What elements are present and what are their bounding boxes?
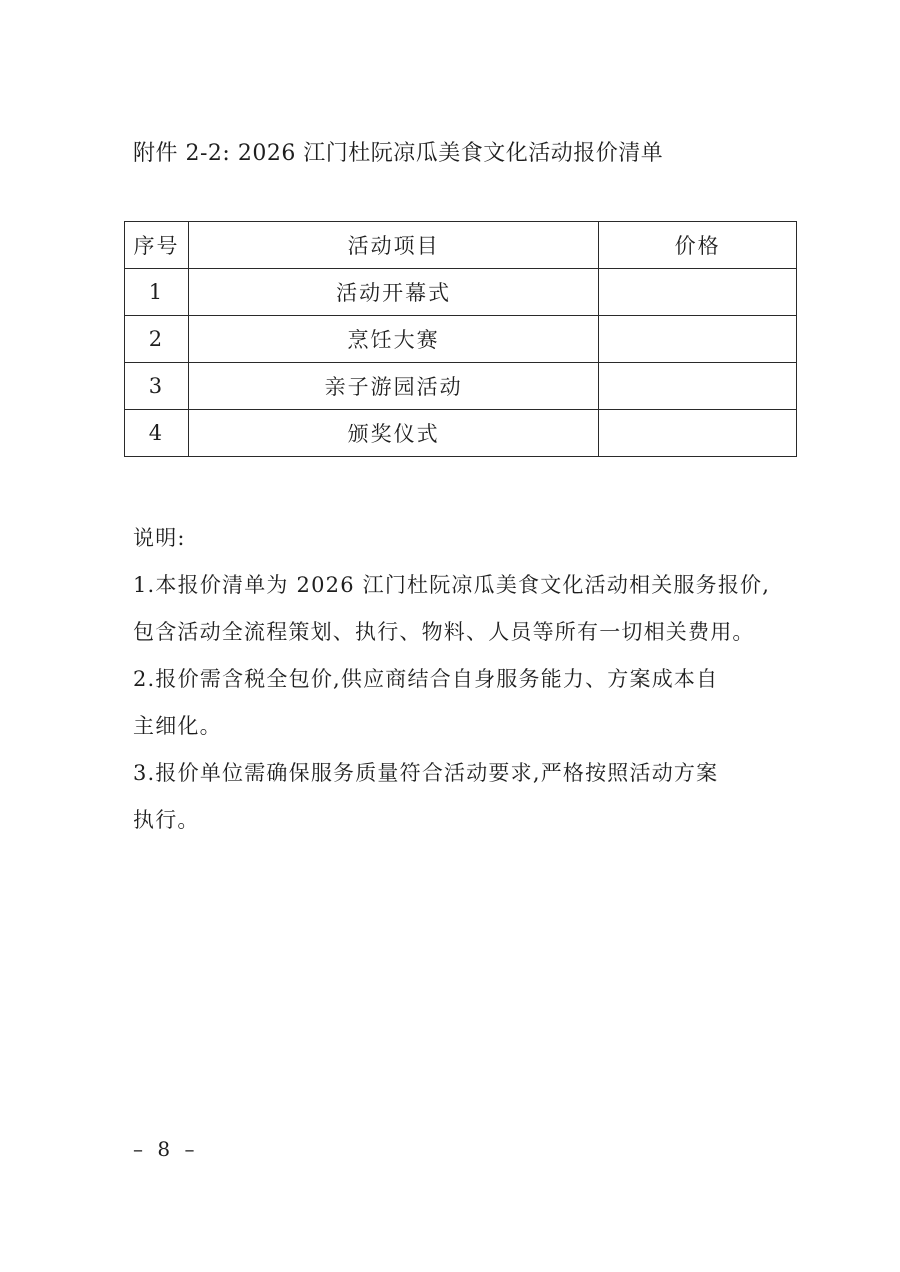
row-item: 烹饪大赛 (188, 316, 598, 363)
row-index: 4 (125, 410, 189, 457)
table-header-row (125, 222, 797, 269)
quotation-table (124, 221, 797, 457)
notes-heading: 说明: (133, 526, 186, 550)
row-item: 颁奖仪式 (188, 410, 598, 457)
row-price (599, 363, 797, 410)
table-row (125, 316, 797, 363)
header-item: 活动项目 (188, 222, 598, 269)
document-title: 附件 2-2: 2026 江门杜阮凉瓜美食文化活动报价清单 (133, 141, 664, 166)
row-index: 3 (125, 363, 189, 410)
header-price: 价格 (599, 222, 797, 269)
row-item: 活动开幕式 (188, 269, 598, 316)
notes-line: 包含活动全流程策划、执行、物料、人员等所有一切相关费用。 (133, 620, 755, 644)
notes-line: 执行。 (133, 808, 200, 832)
table-row (125, 363, 797, 410)
row-item: 亲子游园活动 (188, 363, 598, 410)
notes-line: 2.报价需含税全包价,供应商结合自身服务能力、方案成本自 (133, 667, 719, 691)
row-index: 2 (125, 316, 189, 363)
notes-line: 3.报价单位需确保服务质量符合活动要求,严格按照活动方案 (133, 761, 719, 785)
row-index: 1 (125, 269, 189, 316)
row-price (599, 410, 797, 457)
row-price (599, 269, 797, 316)
notes-line: 主细化。 (133, 714, 222, 738)
notes-section (133, 515, 803, 844)
page-number: – 8 – (133, 1137, 199, 1161)
row-price (599, 316, 797, 363)
header-index: 序号 (125, 222, 189, 269)
table-row (125, 269, 797, 316)
table-row (125, 410, 797, 457)
notes-line: 1.本报价清单为 2026 江门杜阮凉瓜美食文化活动相关服务报价, (133, 573, 771, 597)
